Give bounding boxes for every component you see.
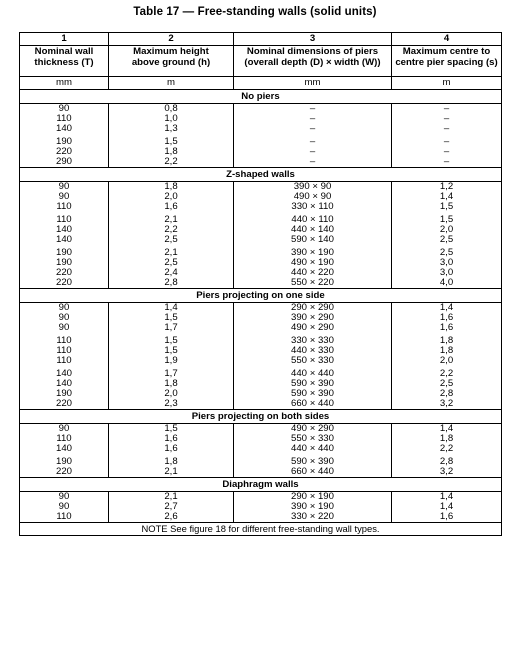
table-cell-value: 590 × 390 xyxy=(291,378,334,389)
table-cell-value: 140 xyxy=(55,443,72,454)
table-cell-value: 440 × 330 xyxy=(291,345,334,356)
header-line: centre pier spacing (s) xyxy=(395,57,498,68)
table-cell-value: 290 × 290 xyxy=(291,302,334,313)
table-cell-value: 190 xyxy=(55,247,72,258)
row-group xyxy=(392,137,501,167)
table-cell-value: 1,4 xyxy=(439,302,454,313)
table-cell-value: 90 xyxy=(58,302,70,313)
section-header-row xyxy=(20,168,502,182)
row-group xyxy=(20,457,108,477)
table-cell-value: – xyxy=(309,123,316,134)
table-cell-value: 2,6 xyxy=(164,511,178,522)
table-cell-value: – xyxy=(309,156,316,167)
row-group xyxy=(392,336,501,366)
pier-spacing-cell xyxy=(392,424,502,478)
row-group xyxy=(109,369,233,409)
row-group xyxy=(109,492,233,522)
table-cell-value: 1,6 xyxy=(164,443,178,454)
table-cell-value: 90 xyxy=(58,181,70,192)
table-cell-value: 110 xyxy=(56,335,72,346)
table-cell-value: 140 xyxy=(55,123,72,134)
row-group xyxy=(109,182,233,212)
pier-spacing-cell xyxy=(392,104,502,168)
table-cell-value: – xyxy=(443,123,450,134)
table-cell-value: 330 × 220 xyxy=(291,511,334,522)
row-group xyxy=(20,303,108,333)
table-cell-value: – xyxy=(443,146,450,157)
thickness-cell xyxy=(20,424,109,478)
row-group xyxy=(234,369,391,409)
table-cell-value: 290 xyxy=(55,156,72,167)
column-number: 1 xyxy=(20,33,109,46)
row-group xyxy=(234,248,391,288)
table-cell-value: 1,8 xyxy=(164,378,178,389)
row-group xyxy=(234,336,391,366)
row-group xyxy=(234,182,391,212)
table-cell-value: 1,4 xyxy=(439,191,454,202)
table-cell-value: 1,8 xyxy=(164,146,178,157)
table-cell-value: 1,4 xyxy=(439,491,454,502)
column-number-row xyxy=(20,33,502,46)
column-number: 4 xyxy=(392,33,502,46)
table-cell-value: 390 × 290 xyxy=(291,312,334,323)
table-body xyxy=(20,33,502,536)
table-title: Table 17 — Free-standing walls (solid units) xyxy=(133,6,377,18)
table-cell-value: 90 xyxy=(58,312,70,323)
column-header-row xyxy=(20,46,502,77)
table-cell-value: 590 × 390 xyxy=(291,388,334,399)
units-row xyxy=(20,77,502,90)
table-cell-value: 1,5 xyxy=(164,423,178,434)
column-header-pier-spacing xyxy=(392,46,502,77)
table-cell-value: 1,5 xyxy=(164,136,178,147)
row-group xyxy=(109,104,233,134)
table-cell-value: 2,2 xyxy=(164,224,178,235)
unit-label: m xyxy=(392,77,502,90)
table-cell-value: 110 xyxy=(56,511,72,522)
header-line: thickness (T) xyxy=(34,57,94,68)
row-group xyxy=(109,303,233,333)
table-cell-value: 2,0 xyxy=(439,224,454,235)
table-cell-value: 290 × 190 xyxy=(291,491,334,502)
row-group xyxy=(109,457,233,477)
pier-spacing-cell xyxy=(392,492,502,523)
header-line: Maximum height xyxy=(133,46,209,57)
unit-label: mm xyxy=(20,77,109,90)
table-cell-value: 440 × 440 xyxy=(291,443,334,454)
row-group xyxy=(109,137,233,167)
thickness-cell xyxy=(20,104,109,168)
table-cell-value: 1,6 xyxy=(164,201,178,212)
table-cell-value: 90 xyxy=(58,191,70,202)
row-group xyxy=(234,492,391,522)
table-cell-value: 140 xyxy=(55,368,72,379)
table-cell-value: 440 × 140 xyxy=(291,224,334,235)
table-cell-value: 110 xyxy=(56,345,72,356)
row-group xyxy=(20,336,108,366)
row-group xyxy=(20,182,108,212)
header-line: Nominal dimensions of piers xyxy=(246,46,379,57)
section-title: Z-shaped walls xyxy=(20,168,502,182)
table-cell-value: 440 × 110 xyxy=(291,214,334,225)
section-header-row xyxy=(20,478,502,492)
table-cell-value: 2,1 xyxy=(164,247,178,258)
header-line: Nominal wall xyxy=(34,46,94,57)
row-group xyxy=(392,369,501,409)
height-cell xyxy=(109,104,234,168)
table-cell-value: 1,3 xyxy=(164,123,178,134)
row-group xyxy=(109,336,233,366)
table-cell-value: 1,4 xyxy=(164,302,178,313)
table-cell-value: 90 xyxy=(58,103,70,114)
header-line: (overall depth (D) × width (W)) xyxy=(244,57,381,68)
table-cell-value: 1,8 xyxy=(439,335,454,346)
row-group xyxy=(234,303,391,333)
table-cell-value: 2,0 xyxy=(164,191,178,202)
section-title: Piers projecting on both sides xyxy=(20,410,502,424)
table-cell-value: 1,6 xyxy=(439,322,454,333)
table-cell-value: 1,8 xyxy=(164,181,178,192)
table-cell-value: 220 xyxy=(55,146,72,157)
table-cell-value: 2,5 xyxy=(439,247,454,258)
table-cell-value: 3,0 xyxy=(439,257,454,268)
table-cell-value: 390 × 190 xyxy=(291,247,334,258)
section-data-row xyxy=(20,303,502,410)
row-group xyxy=(20,137,108,167)
table-cell-value: 1,5 xyxy=(439,201,454,212)
table-cell-value: 490 × 290 xyxy=(291,423,334,434)
section-data-row xyxy=(20,424,502,478)
table-cell-value: 1,5 xyxy=(439,214,454,225)
table-cell-value: 490 × 290 xyxy=(291,322,334,333)
table-cell-value: 2,4 xyxy=(164,267,178,278)
section-data-row xyxy=(20,182,502,289)
table-cell-value: 1,5 xyxy=(164,312,178,323)
table-cell-value: 550 × 220 xyxy=(291,277,334,288)
row-group xyxy=(109,248,233,288)
section-title: Diaphragm walls xyxy=(20,478,502,492)
table-cell-value: 3,0 xyxy=(439,267,454,278)
table-cell-value: 140 xyxy=(55,234,72,245)
pier-dimensions-cell xyxy=(234,424,392,478)
table-cell-value: 220 xyxy=(55,267,72,278)
unit-label: m xyxy=(109,77,234,90)
table-cell-value: – xyxy=(309,113,316,124)
column-header-thickness xyxy=(20,46,109,77)
thickness-cell xyxy=(20,303,109,410)
table-cell-value: – xyxy=(443,113,450,124)
section-data-row xyxy=(20,104,502,168)
table-cell-value: 660 × 440 xyxy=(291,466,334,477)
row-group xyxy=(20,492,108,522)
thickness-cell xyxy=(20,182,109,289)
table-cell-value: 330 × 110 xyxy=(291,201,334,212)
table-cell-value: 2,8 xyxy=(164,277,178,288)
table-cell-value: 2,5 xyxy=(439,234,454,245)
table-cell-value: 3,2 xyxy=(439,466,454,477)
table-cell-value: 220 xyxy=(55,277,72,288)
pier-dimensions-cell xyxy=(234,104,392,168)
table-cell-value: 440 × 440 xyxy=(291,368,334,379)
table-cell-value: 550 × 330 xyxy=(291,355,334,366)
section-title: No piers xyxy=(20,90,502,104)
table-cell-value: 490 × 90 xyxy=(293,191,332,202)
header-line: above ground (h) xyxy=(131,57,211,68)
row-group xyxy=(392,182,501,212)
table-cell-value: 2,0 xyxy=(164,388,178,399)
pier-spacing-cell xyxy=(392,182,502,289)
table-cell-value: 90 xyxy=(58,423,70,434)
table-cell-value: 2,8 xyxy=(439,388,454,399)
row-group xyxy=(234,104,391,134)
table-cell-value: 140 xyxy=(55,224,72,235)
table-cell-value: 390 × 190 xyxy=(291,501,334,512)
section-data-row xyxy=(20,492,502,523)
height-cell xyxy=(109,424,234,478)
table-cell-value: 2,2 xyxy=(164,156,178,167)
row-group xyxy=(392,492,501,522)
table-cell-value: 1,6 xyxy=(439,312,454,323)
unit-label: mm xyxy=(234,77,392,90)
table-cell-value: 2,2 xyxy=(439,368,454,379)
table-cell-value: 220 xyxy=(55,398,72,409)
table-cell-value: 1,8 xyxy=(439,433,454,444)
row-group xyxy=(109,424,233,454)
pier-dimensions-cell xyxy=(234,182,392,289)
table-cell-value: 390 × 90 xyxy=(293,181,332,192)
table-cell-value: 90 xyxy=(58,501,70,512)
table-cell-value: 2,5 xyxy=(439,378,454,389)
table-cell-value: 110 xyxy=(56,433,72,444)
table-cell-value: 2,2 xyxy=(439,443,454,454)
section-title: Piers projecting on one side xyxy=(20,289,502,303)
column-number: 2 xyxy=(109,33,234,46)
note-row xyxy=(20,523,502,536)
table-cell-value: 190 xyxy=(55,257,72,268)
row-group xyxy=(20,215,108,245)
table-cell-value: 1,6 xyxy=(439,511,454,522)
column-number: 3 xyxy=(234,33,392,46)
header-line: Maximum centre to xyxy=(402,46,491,57)
table-cell-value: 490 × 190 xyxy=(291,257,334,268)
pier-dimensions-cell xyxy=(234,492,392,523)
thickness-cell xyxy=(20,492,109,523)
row-group xyxy=(20,369,108,409)
height-cell xyxy=(109,303,234,410)
height-cell xyxy=(109,492,234,523)
row-group xyxy=(234,457,391,477)
table-cell-value: 110 xyxy=(56,201,72,212)
table-cell-value: 2,8 xyxy=(439,456,454,467)
table-cell-value: – xyxy=(309,146,316,157)
table-cell-value: 1,5 xyxy=(164,345,178,356)
table-cell-value: 90 xyxy=(58,491,70,502)
column-header-height xyxy=(109,46,234,77)
table-cell-value: 1,9 xyxy=(164,355,178,366)
row-group xyxy=(392,457,501,477)
section-header-row xyxy=(20,289,502,303)
table-cell-value: 1,8 xyxy=(439,345,454,356)
table-cell-value: 2,7 xyxy=(164,501,178,512)
table-cell-value: 1,2 xyxy=(439,181,454,192)
table-cell-value: – xyxy=(309,136,316,147)
row-group xyxy=(20,424,108,454)
table-cell-value: 660 × 440 xyxy=(291,398,334,409)
table-cell-value: – xyxy=(443,136,450,147)
table-cell-value: 110 xyxy=(56,214,72,225)
column-header-pier-dimensions xyxy=(234,46,392,77)
table-cell-value: 1,7 xyxy=(164,368,178,379)
row-group xyxy=(392,104,501,134)
row-group xyxy=(392,303,501,333)
table-cell-value: 1,7 xyxy=(164,322,178,333)
table-cell-value: 2,5 xyxy=(164,257,178,268)
row-group xyxy=(392,215,501,245)
table-cell-value: – xyxy=(443,156,450,167)
row-group xyxy=(392,424,501,454)
table-cell-value: 190 xyxy=(55,456,72,467)
row-group xyxy=(109,215,233,245)
table-cell-value: – xyxy=(443,103,450,114)
table-cell-value: 1,0 xyxy=(164,113,178,124)
section-header-row xyxy=(20,410,502,424)
table-cell-value: 110 xyxy=(56,355,72,366)
table-cell-value: 2,3 xyxy=(164,398,178,409)
table-cell-value: 2,1 xyxy=(164,466,178,477)
table-cell-value: 1,6 xyxy=(164,433,178,444)
row-group xyxy=(392,248,501,288)
table-cell-value: 0,8 xyxy=(164,103,178,114)
table-cell-value: 590 × 390 xyxy=(291,456,334,467)
pier-dimensions-cell xyxy=(234,303,392,410)
table-cell-value: 440 × 220 xyxy=(291,267,334,278)
table-cell-value: 140 xyxy=(55,378,72,389)
table-cell-value: 4,0 xyxy=(439,277,454,288)
row-group xyxy=(20,104,108,134)
table-cell-value: 590 × 140 xyxy=(291,234,334,245)
table-cell-value: 3,2 xyxy=(439,398,454,409)
row-group xyxy=(234,137,391,167)
table-cell-value: 1,5 xyxy=(164,335,178,346)
height-cell xyxy=(109,182,234,289)
table-cell-value: 1,4 xyxy=(439,423,454,434)
table-note: NOTE See figure 18 for different free-standing wall types. xyxy=(20,523,502,536)
row-group xyxy=(234,424,391,454)
table-cell-value: 330 × 330 xyxy=(291,335,334,346)
section-header-row xyxy=(20,90,502,104)
table-cell-value: – xyxy=(309,103,316,114)
table-cell-value: 2,0 xyxy=(439,355,454,366)
table-cell-value: 190 xyxy=(55,136,72,147)
table-cell-value: 1,8 xyxy=(164,456,178,467)
table-cell-value: 220 xyxy=(55,466,72,477)
table-cell-value: 1,4 xyxy=(439,501,454,512)
row-group xyxy=(20,248,108,288)
table-cell-value: 110 xyxy=(56,113,72,124)
table-cell-value: 550 × 330 xyxy=(291,433,334,444)
table-cell-value: 2,1 xyxy=(164,214,178,225)
free-standing-walls-table xyxy=(19,32,502,536)
table-cell-value: 90 xyxy=(58,322,70,333)
pier-spacing-cell xyxy=(392,303,502,410)
table-cell-value: 190 xyxy=(55,388,72,399)
table-cell-value: 2,1 xyxy=(164,491,178,502)
row-group xyxy=(234,215,391,245)
table-cell-value: 2,5 xyxy=(164,234,178,245)
